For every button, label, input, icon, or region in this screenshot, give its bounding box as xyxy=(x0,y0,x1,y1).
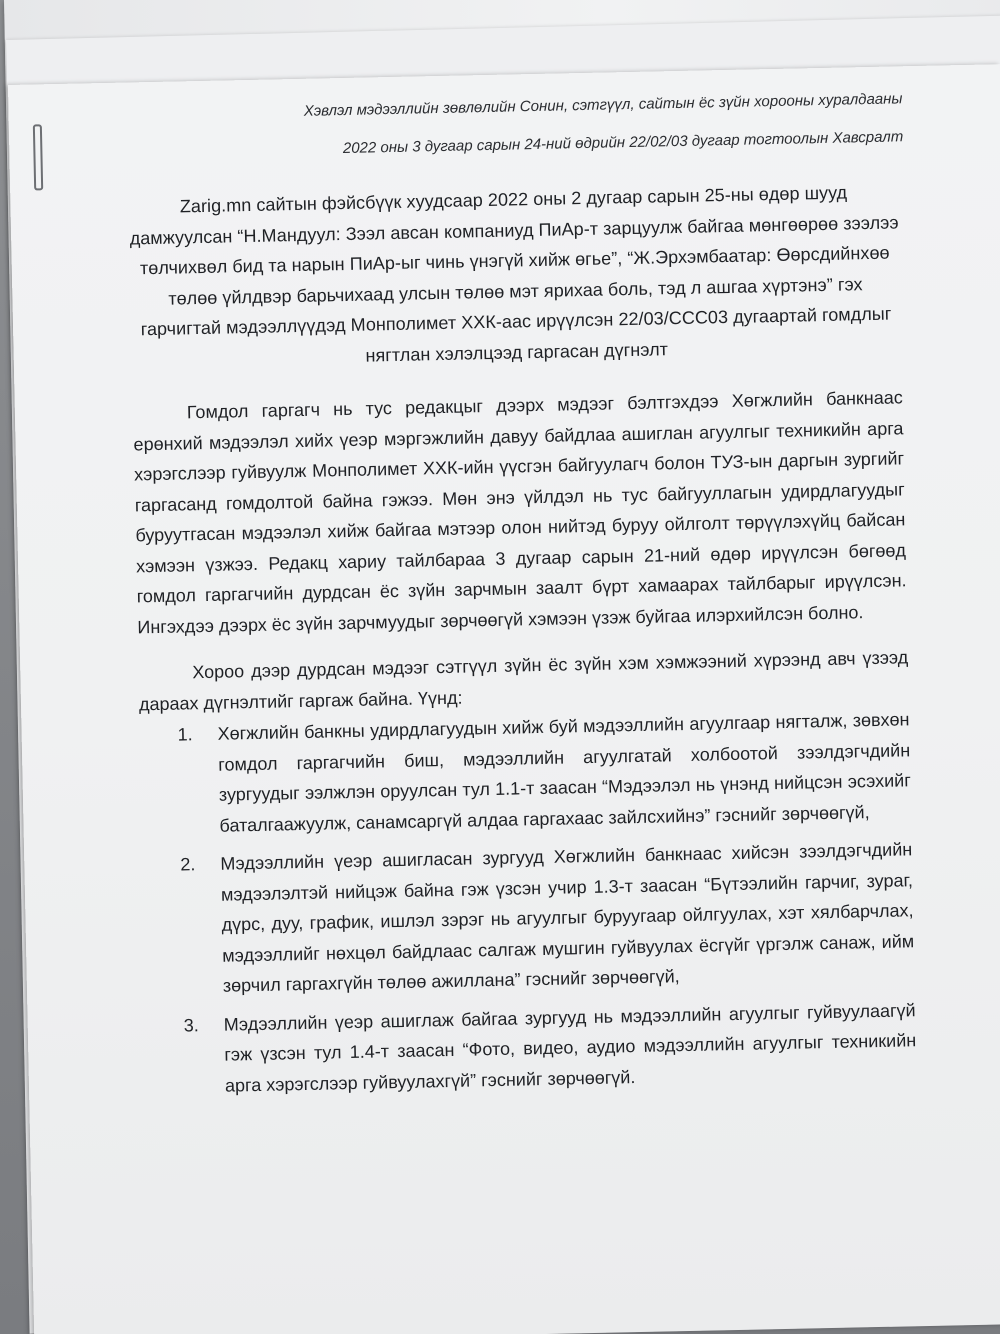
conclusion-list xyxy=(139,704,917,1102)
list-item-number: 3. xyxy=(183,1014,199,1036)
staple xyxy=(33,124,43,190)
paragraph-complaint: Гомдол гаргагч нь тус редакцыг дээрх мэдээг бэлтгэхдээ Хөгжлийн банкнаас ерөнхий мэдээлэл хийх үеэр мэргэжлийн давуу байдлаа ашиглан агуулгыг техникийн арга хэрэгслээр гуйвуулж Монполимет ХХК-ийн үүсгэн байгуулагч болон ТУЗ-ын даргын зургийг гаргасанд гомдолтой байна гэжээ. Мөн энэ үйлдэл нь тус байгууллагын удирдлагуудыг буруутгасан мэдээлэл хийж байгаа мэтээр олон нийтэд буруу ойлголт төрүүлэхүйц байсан хэмээн үзжээ. Редакц хариу тайлбараа 3 дугаар сарын 21-ний өдөр ирүүлсэн бөгөөд гомдол гаргагчийн дурдсан ёс зүйн зарчмын заалт бүрт хамаарах тайлбарыг ирүүлсэн. Ингэхдээ дээрх ёс зүйн зарчмуудыг зөрчөөгүй хэмээн үзэж буйгаа илэрхийлсэн болно. xyxy=(133,387,907,637)
list-item-number: 1. xyxy=(177,724,193,745)
header-line-1: Хэвлэл мэдээллийн зөвлөлийн Сонин, сэтгүүл, сайтын ёс зүйн хорооны хуралдааны xyxy=(303,90,903,120)
list-item xyxy=(142,834,915,1003)
document-title: Zarig.mn сайтын фэйсбүүк хуудсаар 2022 оны 2 дугаар сарын 25-ны өдөр шууд дамжуулсан “Н.Мандуул: Зээл авсан компаниуд ПиАр-т зарцуулж байгаа мөнгөөрөө зээлээ төлчихвөл бид та нарын ПиАр-ыг чинь үнэгүй хийж өгье”, “Ж.Эрхэмбаатар: Өөрсдийнхөө төлөө үйлдвэр барьчихаад улсын төлөө мэт ярихаа боль, тэд л ашгаа хүртэнэ” гэх гарчигтай мэдээллүүдэд Монполимет ХХК-аас ирүүлсэн 22/03/CCC03 дугаартай гомдлыг нягтлан хэлэлцээд гаргасан дүгнэлт xyxy=(129,182,899,366)
list-item-number: 2. xyxy=(180,854,196,875)
list-item xyxy=(145,995,917,1103)
header-line-2: 2022 оны 3 дугаар сарын 24-ний өдрийн 22/02/03 дугаар тогтоолын Хавсралт xyxy=(342,128,904,157)
list-item xyxy=(139,704,911,842)
paragraph-committee: Хороо дээр дурдсан мэдээг сэтгүүл зүйн ёс зүйн хэм хэмжээний хүрээнд авч үзээд дараах дүгнэлтийг гаргаж байна. Үүнд: xyxy=(138,647,909,714)
document-page xyxy=(8,64,1000,1334)
list-item-text: Хөгжлийн банкны удирдлагуудын хийж буй мэдээллийн агуулгаар нягталж, зөвхөн гомдол гаргагчийн биш, мэдээллийн агуулгатай холбоотой зээлдэгчдийн зургуудыг ээлжлэн оруулсан тул 1.1-т заасан “Мэдээлэл нь үнэнд нийцсэн эсэхийг баталгаажуулж, санамсаргүй алдаа гаргахаас зайлсхийнэ” гэснийг зөрчөөгүй, xyxy=(217,709,911,836)
list-item-text: Мэдээллийн үеэр ашиглаж байгаа зургууд нь мэдээллийн агуулгыг гуйвуулаагүй гэж үзсэн тул 1.4-т заасан “Фото, видео, аудио мэдээллийн агуулгыг техникийн арга хэрэгслээр гуйвуулахгүй” гэснийг зөрчөөгүй. xyxy=(223,999,917,1096)
list-item-text: Мэдээллийн үеэр ашигласан зургууд Хөгжлийн банкнаас хийсэн зээлдэгчдийн мэдээлэлтэй нийцэж байна гэж үзсэн учир 1.3-т заасан “Бүтээлийн гарчиг, зураг, дүрс, дуу, график, ишлэл зэрэг нь агуулгыг буруугаар ойлгуулах, хэт хялбарчлах, мэдээллийг нөхцөл байдлаас салгаж мушгин гуйвуулах ёсгүйг үргэлж санаж, ийм зөрчил гаргахгүйн төлөө ажиллана” гэснийг зөрчөөгүй, xyxy=(220,839,915,996)
